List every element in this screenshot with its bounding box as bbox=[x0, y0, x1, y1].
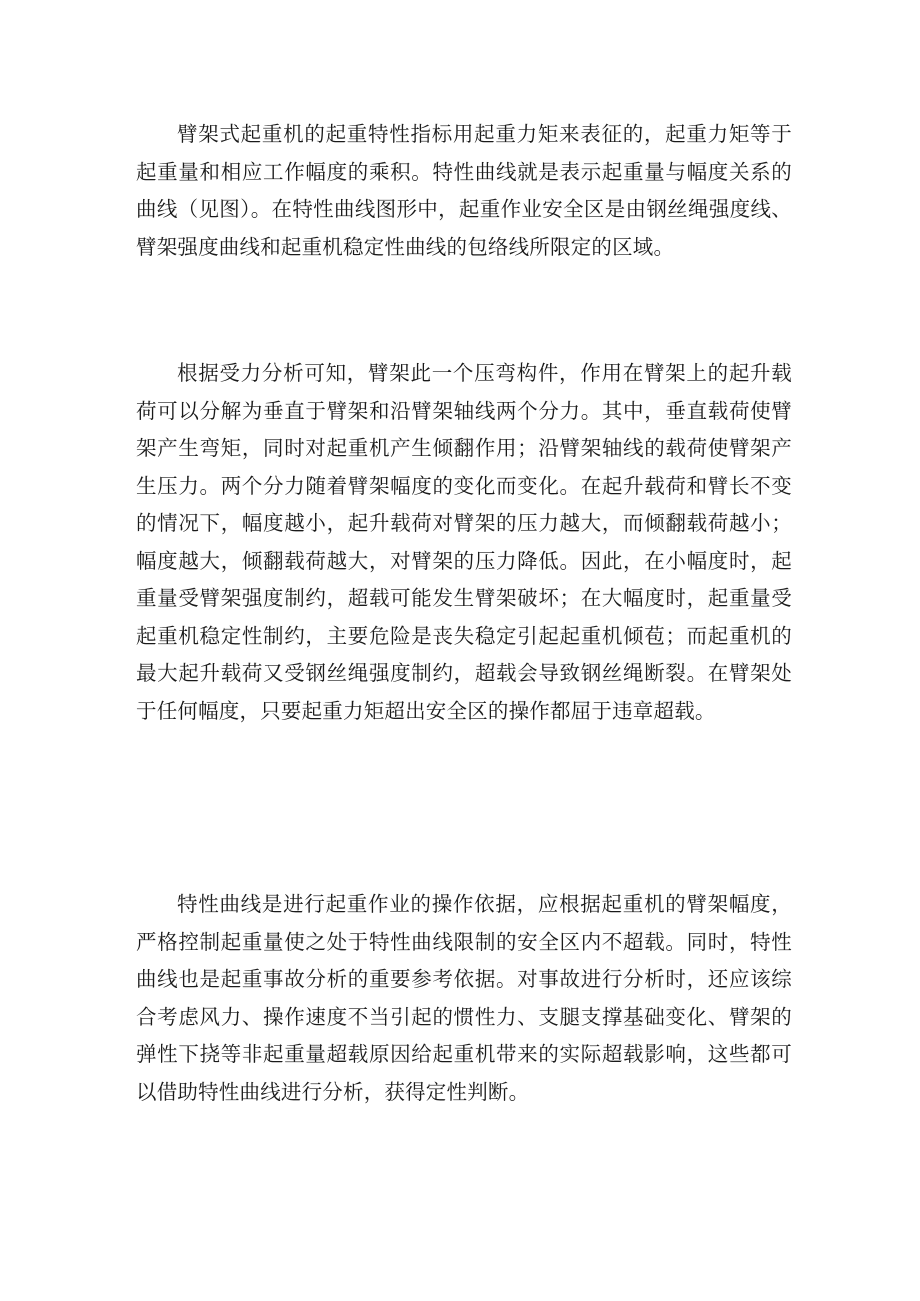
paragraph-characteristic-curve-usage: 特性曲线是进行起重作业的操作依据，应根据起重机的臂架幅度，严格控制起重量使之处于特性曲线限制的安全区内不超载。同时，特性曲线也是起重事故分析的重要参考依据。对事故进行分析时，还应该综合考虑风力、操作速度不当引起的惯性力、支腿支撑基础变化、臂架的弹性下挠等非起重量超载原因给起重机带来的实际超载影响，这些都可以借助特性曲线进行分析，获得定性判断。 bbox=[136, 892, 792, 1104]
paragraph-force-analysis: 根据受力分析可知，臂架此一个压弯构件，作用在臂架上的起升载荷可以分解为垂直于臂架和沿臂架轴线两个分力。其中，垂直载荷使臂架产生弯矩，同时对起重机产生倾翻作用；沿臂架轴线的载荷使臂架产生压力。两个分力随着臂架幅度的变化而变化。在起升载荷和臂长不变的情况下，幅度越小，起升载荷对臂架的压力越大，而倾翻载荷越小；幅度越大，倾翻载荷越大，对臂架的压力降低。因此，在小幅度时，起重量受臂架强度制约，超载可能发生臂架破坏；在大幅度时，起重量受起重机稳定性制约，主要危险是丧失稳定引起起重机倾苞；而起重机的最大起升载荷又受钢丝绳强度制约，超载会导致钢丝绳断裂。在臂架处于任何幅度，只要起重力矩超出安全区的操作都屈于违章超载。 bbox=[136, 361, 792, 723]
paragraph-crane-characteristic-index: 臂架式起重机的起重特性指标用起重力矩来表征的，起重力矩等于起重量和相应工作幅度的乘积。特性曲线就是表示起重量与幅度关系的曲线（见图）。在特性曲线图形中，起重作业安全区是由钢丝绳强度线、臂架强度曲线和起重机稳定性曲线的包络线所限定的区域。 bbox=[136, 122, 792, 259]
